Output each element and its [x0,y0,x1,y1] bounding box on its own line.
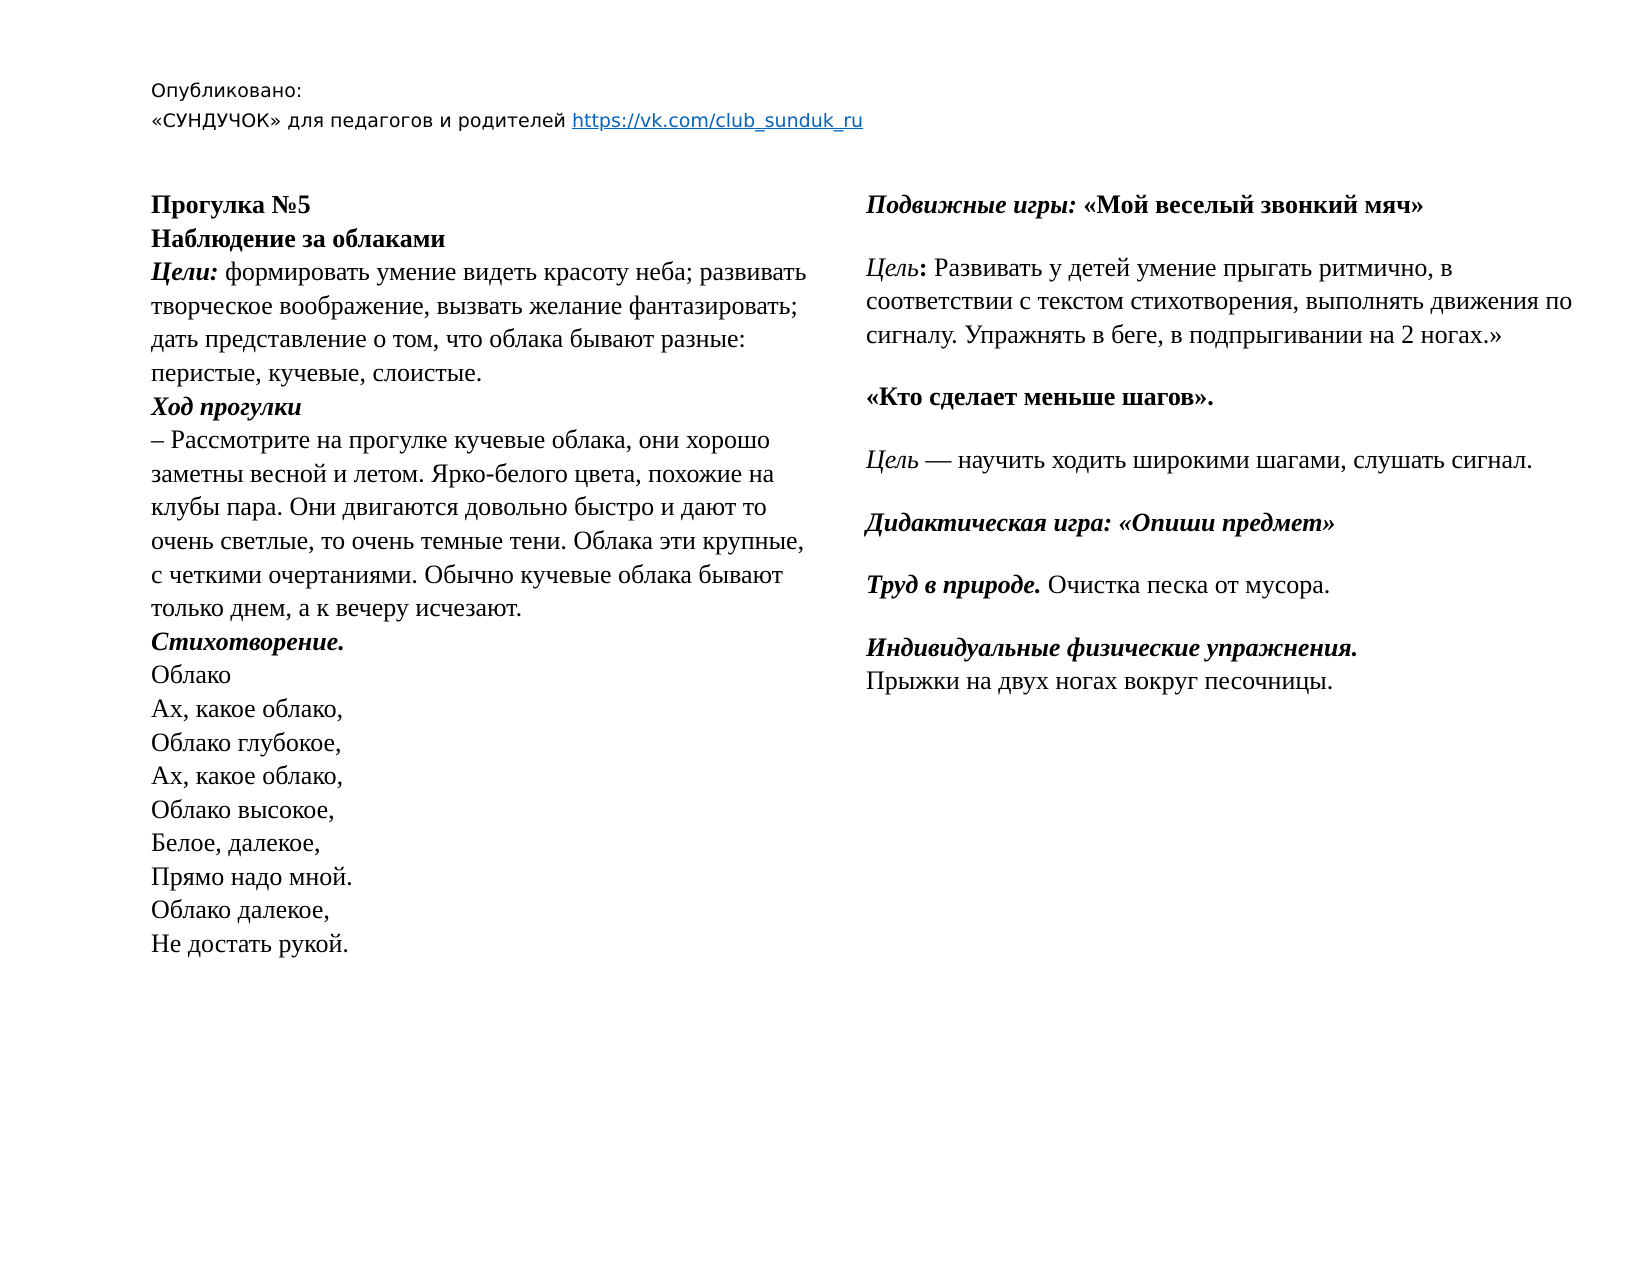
published-label: Опубликовано: [151,80,303,102]
poem-line: Облако глубокое, [151,727,342,757]
goals-label: Цели: [151,257,219,287]
poem-line: Облако далекое, [151,895,330,925]
outdoor-games-label: Подвижные игры: [866,190,1077,219]
walk-progress-text: – Рассмотрите на прогулке кучевые облака, они хорошо заметны весной и летом. Ярко-белого цвета, похожие на клубы пара. Они двигаются довольно быстро и дают то очень светлые, то очень темные тени. Облака эти крупные, с четкими очертаниями. Обычно кучевые облака бывают только днем, а к вечеру исчезают. [151,425,805,623]
labor-in-nature [866,568,1586,602]
source-link[interactable]: https://vk.com/club_sunduk_ru [571,110,864,132]
left-column [151,188,811,961]
poem-heading: Стихотворение. [151,626,345,656]
didactic-game: Дидактическая игра: «Опиши предмет» [866,507,1336,537]
source-line [151,106,863,136]
poem-line: Облако высокое, [151,794,335,824]
poem-line: Ах, какое облако, [151,693,344,723]
walk-subtitle: Наблюдение за облаками [151,223,446,253]
poem [151,658,811,960]
individual-exercises-text: Прыжки на двух ногах вокруг песочницы. [866,666,1334,696]
labor-label: Труд в природе. [866,570,1042,600]
poem-line: Белое, далекое, [151,828,321,858]
labor-text: Очистка песка от мусора. [1041,570,1331,600]
individual-exercises-heading: Индивидуальные физические упражнения. [866,632,1359,662]
game2-title: «Кто сделает меньше шагов». [866,382,1214,412]
publication-header [151,76,863,136]
game1-goal-label: Цель [866,252,919,282]
game1-goal-text: Развивать у детей умение прыгать ритмично, в соответствии с текстом стихотворения, выполнять движения по сигналу. Упражнять в беге, в подпрыгивании на 2 ногах.» [866,252,1573,349]
game1-goal-colon: : [918,252,928,282]
walk-progress-heading: Ход прогулки [151,391,302,421]
poem-line: Не достать рукой. [151,929,349,959]
poem-line: Облако [151,660,232,690]
source-text: «СУНДУЧОК» для педагогов и родителей [151,110,566,132]
game2-goal-label: Цель [866,444,919,474]
outdoor-games-heading [866,188,1586,222]
game2-goal-text: — научить ходить широкими шагами, слушать сигнал. [918,444,1533,474]
outdoor-game-title: «Мой веселый звонкий мяч» [1076,190,1424,219]
goals-text: формировать умение видеть красоту неба; развивать творческое воображение, вызвать желание фантазировать; дать представление о том, что облака бывают разные: перистые, кучевые, слоистые. [151,257,807,387]
game2-goal [866,443,1586,477]
poem-line: Прямо надо мной. [151,861,353,891]
goals-paragraph [151,255,811,389]
game1-goal [866,251,1586,352]
walk-title: Прогулка №5 [151,190,311,219]
poem-line: Ах, какое облако, [151,761,344,791]
right-column [866,188,1586,698]
